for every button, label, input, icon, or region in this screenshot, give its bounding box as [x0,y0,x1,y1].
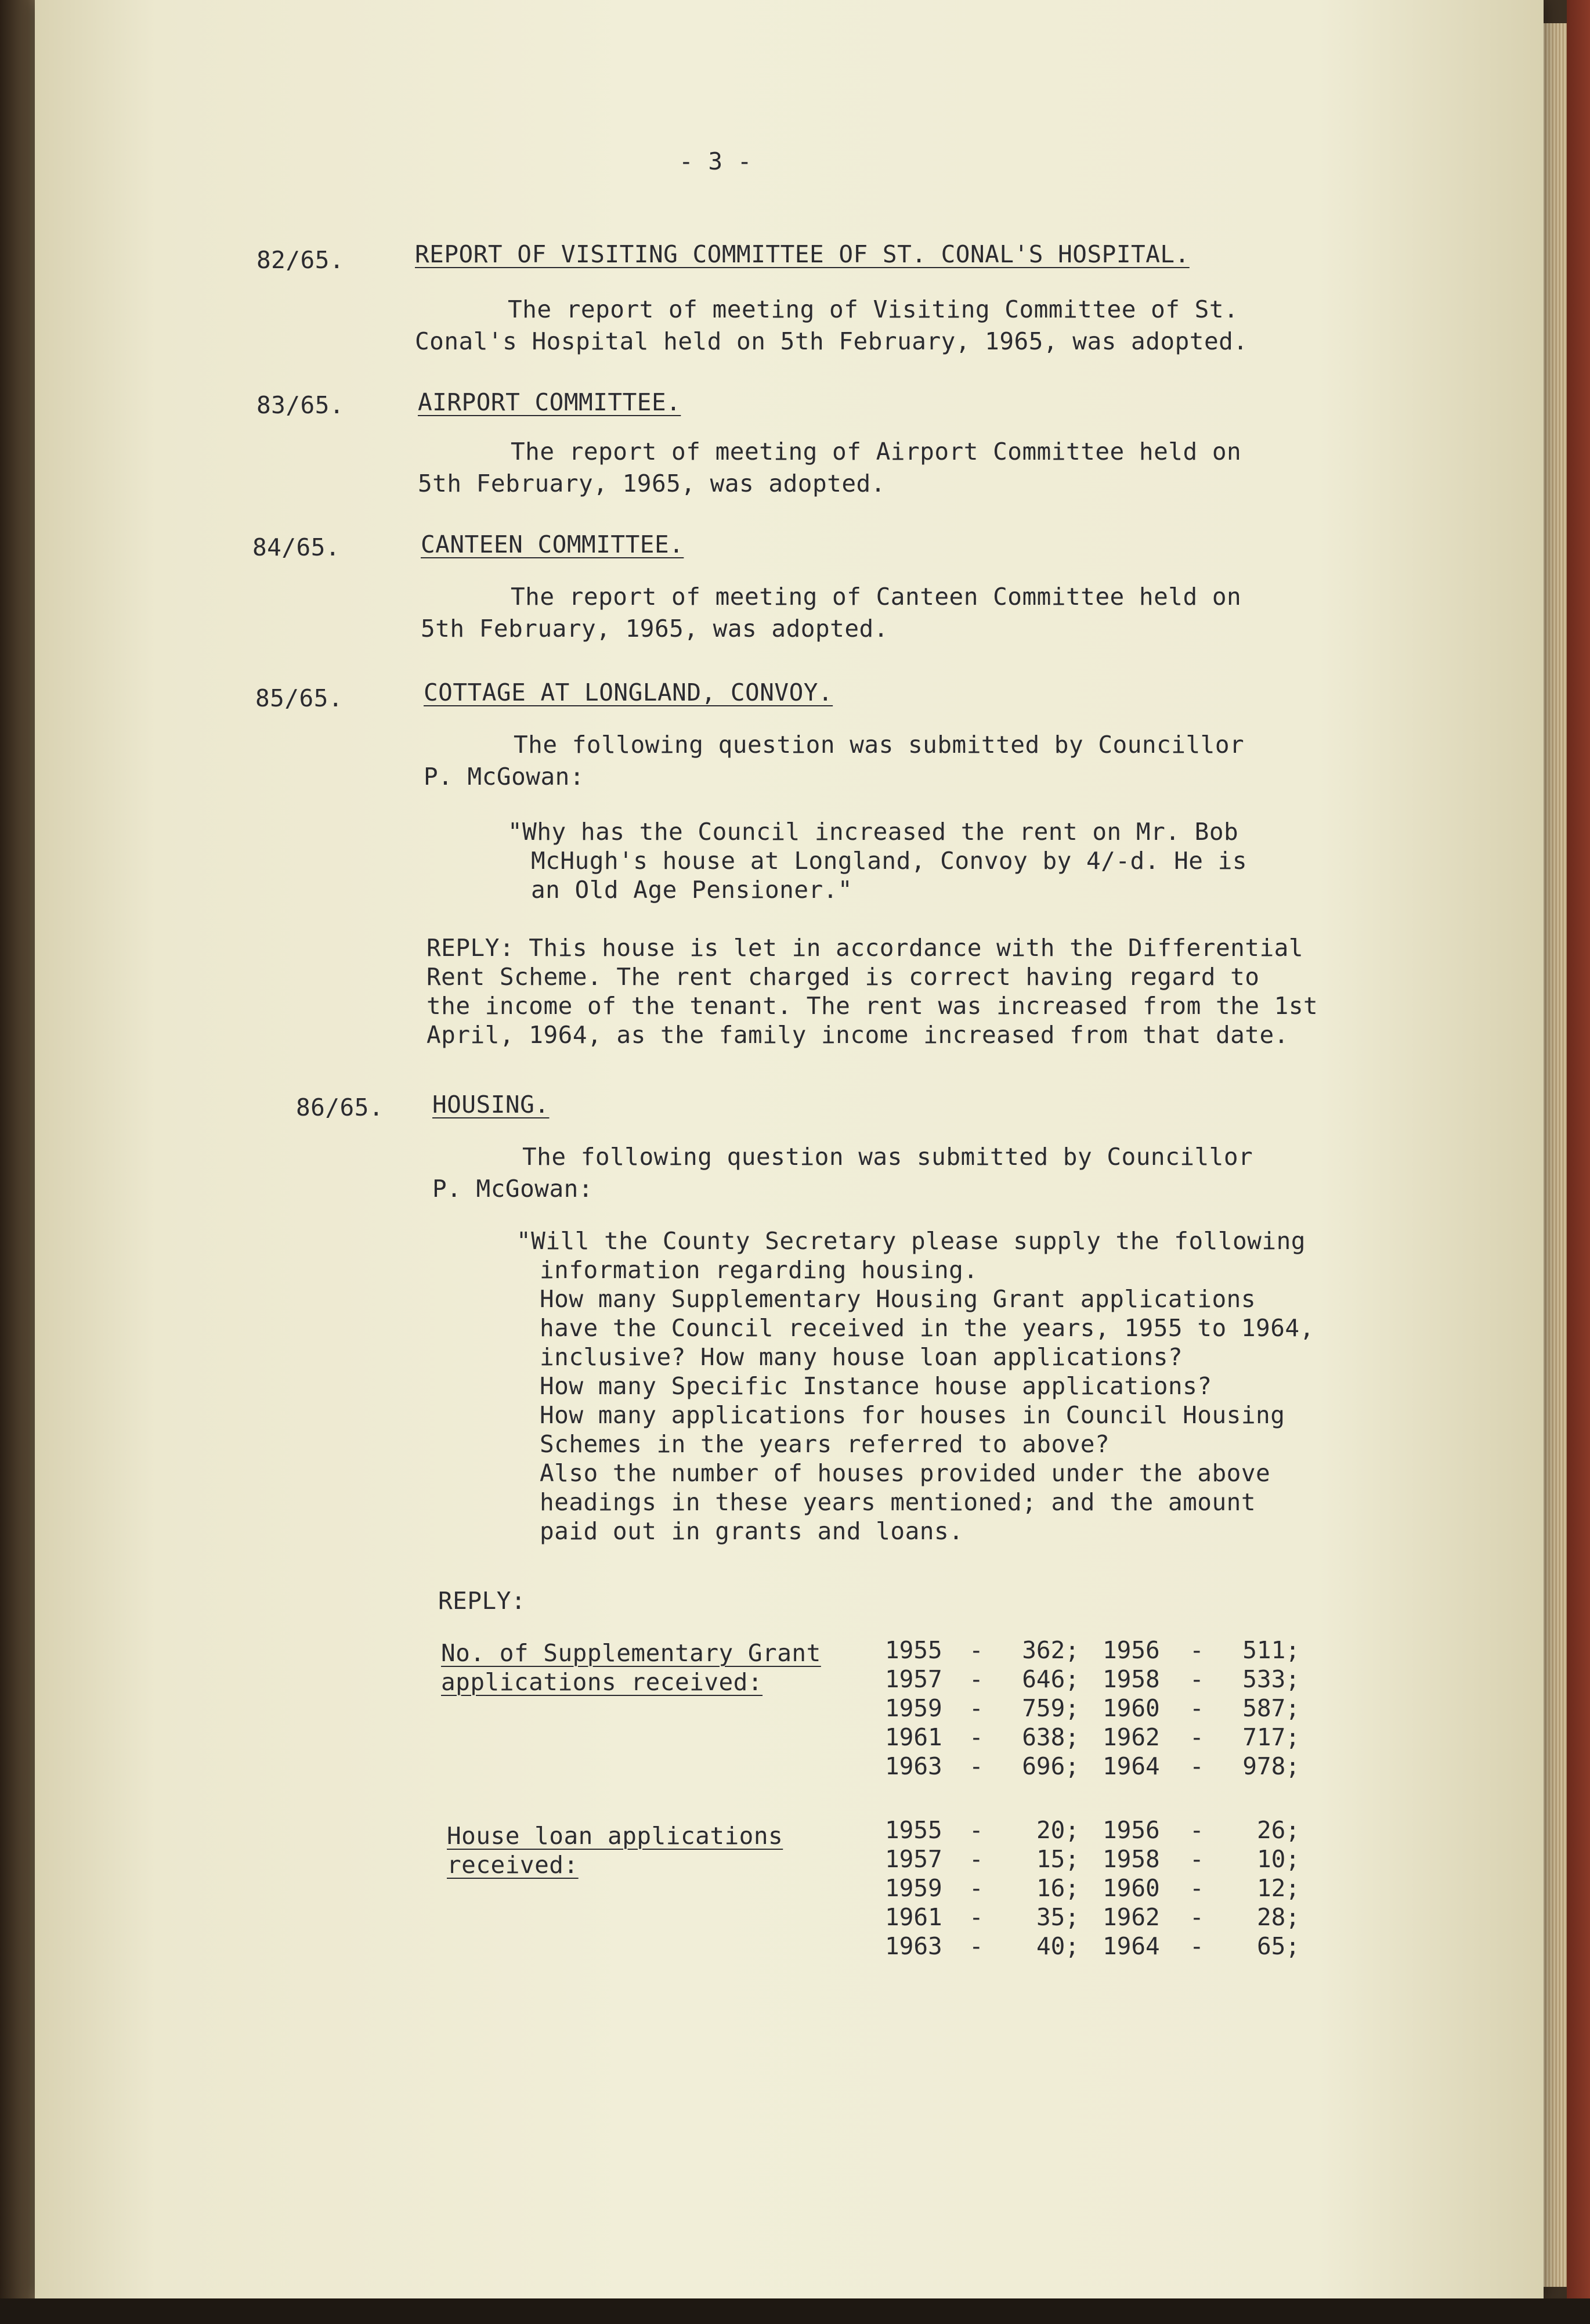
quote-line: How many Supplementary Housing Grant applications [540,1285,1256,1313]
table-value: 638; [1022,1723,1079,1751]
quote-line: Schemes in the years referred to above? [540,1430,1110,1458]
table-value: 362; [1022,1636,1079,1664]
table-value: 978; [1242,1752,1300,1780]
quote-line: McHugh's house at Longland, Convoy by 4/-d. He is [531,847,1248,875]
table-dash: - [969,1816,984,1844]
table-value: 16; [1036,1874,1079,1902]
table-year: 1958 [1103,1845,1160,1873]
table-dash: - [1190,1636,1204,1664]
table-dash: - [1190,1932,1204,1960]
quote-line: have the Council received in the years, 1955 to 1964, [540,1314,1314,1342]
document-page [35,0,1544,2298]
section-number: 82/65. [256,246,345,274]
reply-label: REPLY: [438,1587,526,1615]
table-year: 1959 [885,1874,942,1902]
table-year: 1955 [885,1816,942,1844]
table-dash: - [1190,1665,1204,1693]
table-year: 1963 [885,1932,942,1960]
table-year: 1955 [885,1636,942,1664]
section-heading: AIRPORT COMMITTEE. [418,388,681,416]
section-text-line: P. McGowan: [424,763,585,791]
table-value: 696; [1022,1752,1079,1780]
section-heading: CANTEEN COMMITTEE. [421,531,684,558]
quote-line: "Will the County Secretary please supply the following [516,1227,1306,1255]
table-value: 15; [1036,1845,1079,1873]
table-value: 12; [1256,1874,1300,1902]
table-dash: - [969,1752,984,1780]
table-value: 40; [1036,1932,1079,1960]
table-dash: - [1190,1723,1204,1751]
table-year: 1964 [1103,1752,1160,1780]
table-value: 646; [1022,1665,1079,1693]
quote-line: headings in these years mentioned; and the amount [540,1488,1256,1516]
section-heading: COTTAGE AT LONGLAND, CONVOY. [424,679,833,706]
table-dash: - [969,1665,984,1693]
section-number: 86/65. [296,1094,384,1121]
reply-line: April, 1964, as the family income increased from that date. [427,1021,1289,1049]
table-year: 1962 [1103,1903,1160,1931]
table-value: 759; [1022,1694,1079,1722]
table-label: House loan applications [447,1822,783,1850]
table-dash: - [1190,1816,1204,1844]
quote-line: "Why has the Council increased the rent on Mr. Bob [508,818,1239,846]
table-year: 1956 [1103,1636,1160,1664]
table-value: 533; [1242,1665,1300,1693]
table-dash: - [969,1723,984,1751]
table-value: 20; [1036,1816,1079,1844]
section-heading: HOUSING. [432,1091,550,1118]
quote-line: How many Specific Instance house applications? [540,1372,1212,1400]
table-year: 1959 [885,1694,942,1722]
section-text-line: The report of meeting of Airport Committee held on [511,438,1242,465]
section-number: 84/65. [252,533,341,561]
quote-line: Also the number of houses provided under the above [540,1459,1271,1487]
book-cover-edge [1567,0,1590,2324]
section-heading: REPORT OF VISITING COMMITTEE OF ST. CONAL'S HOSPITAL. [415,240,1190,268]
table-dash: - [969,1874,984,1902]
table-label: received: [447,1851,579,1879]
table-year: 1960 [1103,1694,1160,1722]
reply-line: REPLY: This house is let in accordance with the Differential [427,934,1304,962]
section-text-line: Conal's Hospital held on 5th February, 1965, was adopted. [415,327,1248,355]
table-dash: - [969,1903,984,1931]
table-label: applications received: [441,1668,763,1696]
table-year: 1961 [885,1903,942,1931]
table-value: 28; [1256,1903,1300,1931]
table-label: No. of Supplementary Grant [441,1639,821,1667]
page-content [35,0,1544,2298]
table-value: 10; [1256,1845,1300,1873]
table-year: 1956 [1103,1816,1160,1844]
scan-border [0,2298,1590,2324]
table-year: 1961 [885,1723,942,1751]
table-value: 717; [1242,1723,1300,1751]
table-dash: - [1190,1845,1204,1873]
table-value: 511; [1242,1636,1300,1664]
table-dash: - [969,1694,984,1722]
table-dash: - [969,1932,984,1960]
table-year: 1957 [885,1845,942,1873]
table-dash: - [1190,1752,1204,1780]
quote-line: paid out in grants and loans. [540,1517,964,1545]
section-text-line: The following question was submitted by Councillor [514,731,1245,759]
table-year: 1963 [885,1752,942,1780]
reply-line: the income of the tenant. The rent was increased from the 1st [427,992,1318,1020]
table-value: 587; [1242,1694,1300,1722]
quote-line: inclusive? How many house loan applications? [540,1343,1183,1371]
table-year: 1962 [1103,1723,1160,1751]
table-year: 1958 [1103,1665,1160,1693]
section-number: 85/65. [255,684,344,712]
table-dash: - [969,1636,984,1664]
reply-line: Rent Scheme. The rent charged is correct having regard to [427,963,1260,991]
table-dash: - [969,1845,984,1873]
section-number: 83/65. [256,391,345,419]
table-dash: - [1190,1874,1204,1902]
table-dash: - [1190,1694,1204,1722]
quote-line: How many applications for houses in Council Housing [540,1401,1285,1429]
quote-line: information regarding housing. [540,1256,978,1284]
section-text-line: The following question was submitted by Councillor [522,1143,1253,1171]
table-year: 1957 [885,1665,942,1693]
section-text-line: The report of meeting of Visiting Committee of St. [508,295,1239,323]
table-year: 1964 [1103,1932,1160,1960]
section-text-line: 5th February, 1965, was adopted. [418,470,886,497]
table-value: 35; [1036,1903,1079,1931]
page-number: - 3 - [679,147,752,175]
table-year: 1960 [1103,1874,1160,1902]
quote-line: an Old Age Pensioner." [531,876,853,904]
section-text-line: P. McGowan: [432,1175,594,1203]
section-text-line: 5th February, 1965, was adopted. [421,615,888,643]
table-dash: - [1190,1903,1204,1931]
section-text-line: The report of meeting of Canteen Committee held on [511,583,1242,611]
table-value: 65; [1256,1932,1300,1960]
table-value: 26; [1256,1816,1300,1844]
